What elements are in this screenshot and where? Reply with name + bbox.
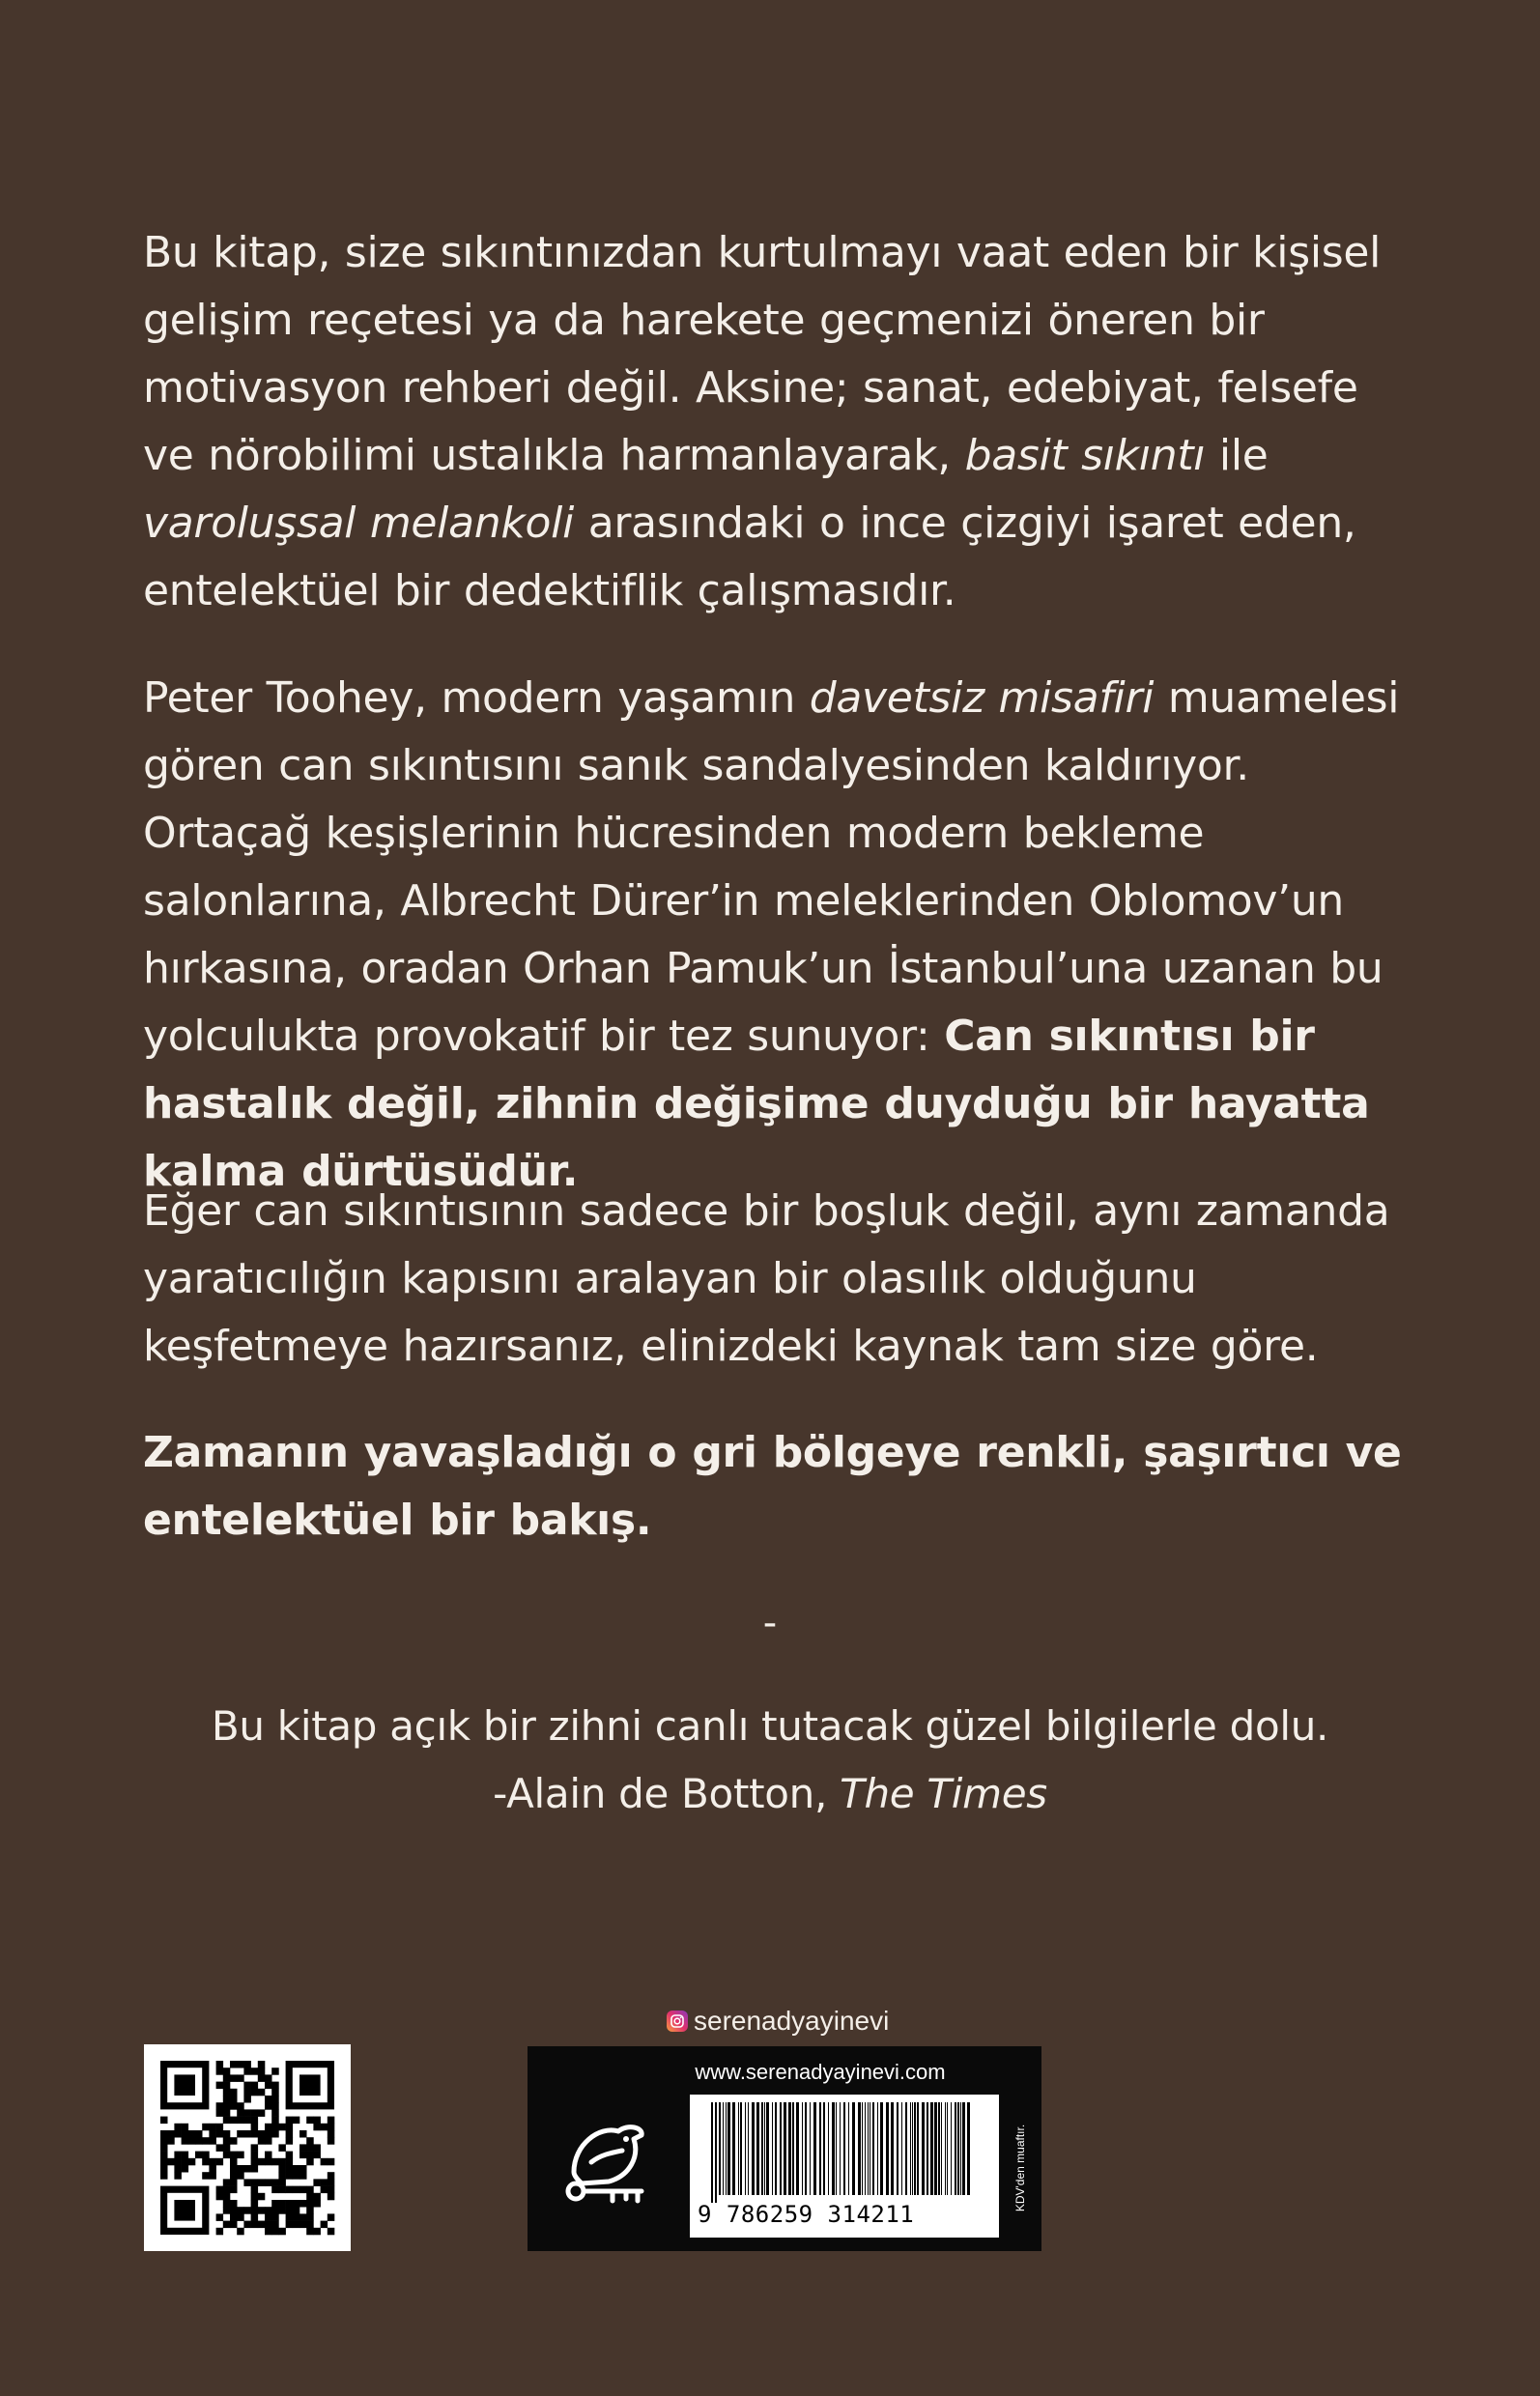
instagram-icon xyxy=(667,2011,688,2032)
barcode xyxy=(711,2102,978,2203)
thesis-italic: davetsiz misafiri xyxy=(809,673,1155,723)
tagline: Zamanın yavaşladığı o gri bölgeye renkli, şaşırtıcı ve entelektüel bir bakış. xyxy=(143,1428,1402,1545)
intro-text-1: Bu kitap, size sıkıntınızdan kurtulmayı vaat eden bir kişisel gelişim reçetesi ya da harekete geçmenizi öneren bir motivasyon rehberi değil. Aksine; sanat, edebiyat, felsefe ve nörobilimi ustalıkla harmanlayarak, xyxy=(143,228,1382,480)
barcode-panel xyxy=(528,2046,1041,2251)
invitation-paragraph: Eğer can sıkıntısının sadece bir boşluk değil, aynı zamanda yaratıcılığın kapısını aralayan bir olasılık olduğunu keşfetmeye hazırsanız, elinizdeki kaynak tam size göre. xyxy=(143,1186,1390,1371)
separator: - xyxy=(762,1601,778,1645)
thesis-text-1: Peter Toohey, modern yaşamın xyxy=(143,673,810,723)
tax-note xyxy=(1001,2096,1040,2239)
tax-note-text: KDV'den muaftır. xyxy=(1013,2124,1027,2212)
thesis-paragraph xyxy=(143,665,1409,1206)
quote-source: The Times xyxy=(840,1770,1047,1817)
instagram-handle[interactable] xyxy=(667,2002,889,2040)
thesis-text-2: muamelesi gören can sıkıntısını sanık sandalyesinden kaldırıyor. Ortaçağ keşişlerinin hücresinden modern bekleme salonlarına, Albrecht Dürer’in meleklerinden Oblomov’un hırkasına, oradan Orhan Pamuk’un İstanbul’una uzanan bu yolculukta provokatif bir tez sunuyor: xyxy=(143,673,1400,1061)
isbn-number: 9 786259 314211 xyxy=(698,2201,915,2228)
isbn-barcode xyxy=(690,2095,999,2238)
thesis-bold: Can sıkıntısı bir hastalık değil, zihnin değişime duyduğu bir hayatta kalma dürtüsüdür. xyxy=(143,1012,1370,1196)
quote-attribution xyxy=(0,1760,1540,1828)
quote-text: Bu kitap açık bir zihni canlı tutacak güzel bilgilerle dolu. xyxy=(211,1702,1329,1750)
intro-italic-2: varoluşsal melankoli xyxy=(143,499,575,548)
intro-paragraph xyxy=(143,219,1409,625)
qr-code[interactable] xyxy=(144,2044,351,2251)
website-url[interactable]: www.serenadyayinevi.com xyxy=(695,2060,946,2084)
qr-code-graphic xyxy=(144,2044,351,2251)
intro-italic-1: basit sıkıntı xyxy=(964,431,1206,480)
instagram-handle-text: serenadyayinevi xyxy=(694,2006,890,2036)
intro-text-3: arasındaki o ince çizgiyi işaret eden, entelektüel bir dedektiflik çalışmasıdır. xyxy=(143,499,1356,615)
intro-text-2: ile xyxy=(1205,431,1269,480)
bird-key-logo xyxy=(553,2106,659,2212)
review-quote xyxy=(0,1693,1540,1828)
quote-author: -Alain de Botton, xyxy=(493,1770,841,1817)
